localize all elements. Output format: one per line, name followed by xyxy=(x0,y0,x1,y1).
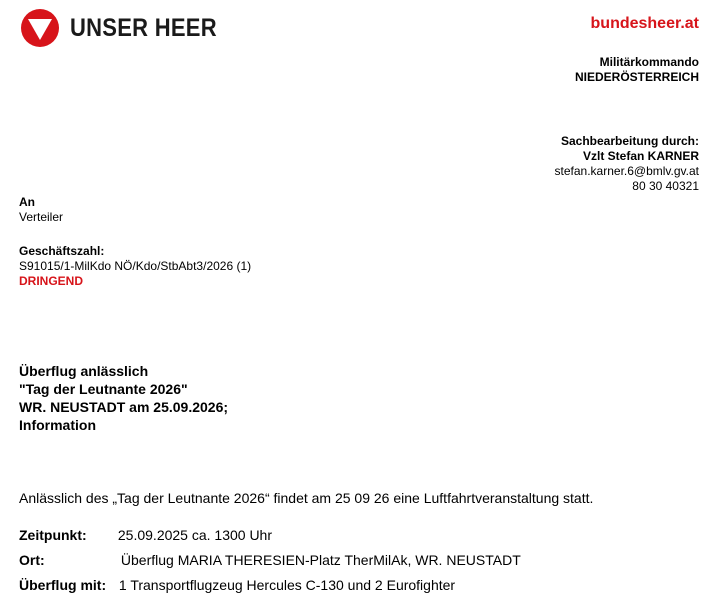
detail-label: Zeitpunkt: xyxy=(19,527,87,543)
brand-logo xyxy=(20,8,237,48)
subject-line-1: Überflug anlässlich xyxy=(19,363,149,379)
unit-line-2: NIEDERÖSTERREICH xyxy=(574,70,699,84)
clerk-name: Vzlt Stefan KARNER xyxy=(582,149,699,163)
subject-line-4: Information xyxy=(19,417,96,433)
detail-label: Überflug mit: xyxy=(19,577,107,593)
issuing-unit xyxy=(575,55,699,85)
reference-label: Geschäftszahl: xyxy=(19,244,105,258)
clerk-label: Sachbearbeitung durch: xyxy=(560,134,699,148)
detail-value: Überflug MARIA THERESIEN-Platz TherMilAk, WR. NEUSTADT xyxy=(120,552,521,568)
subject-block xyxy=(19,362,228,434)
clerk-phone: 80 30 40321 xyxy=(632,179,699,193)
reference-value: S91015/1-MilKdo NÖ/Kdo/StbAbt3/2026 (1) xyxy=(19,259,252,273)
detail-row-location xyxy=(19,552,521,568)
recipient-block xyxy=(19,195,63,225)
logo-text: UNSER HEER xyxy=(70,13,217,42)
priority-badge: DRINGEND xyxy=(19,274,84,288)
reference-block xyxy=(19,244,251,289)
bundesheer-triangle-logo-icon xyxy=(20,8,60,48)
website-link[interactable]: bundesheer.at xyxy=(590,15,699,32)
detail-value: 25.09.2025 ca. 1300 Uhr xyxy=(117,527,273,543)
recipient-value: Verteiler xyxy=(19,210,64,224)
unit-line-1: Militärkommando xyxy=(599,55,699,69)
body-intro: Anlässlich des „Tag der Leutnante 2026“ findet am 25 09 26 eine Luftfahrtveranstaltung statt. xyxy=(19,490,594,506)
detail-label: Ort: xyxy=(19,552,45,568)
detail-row-aircraft xyxy=(19,577,455,593)
subject-line-2: "Tag der Leutnante 2026" xyxy=(19,381,188,397)
recipient-label: An xyxy=(19,195,35,209)
clerk-email[interactable]: stefan.karner.6@bmlv.gv.at xyxy=(554,164,699,178)
subject-line-3: WR. NEUSTADT am 25.09.2026; xyxy=(19,399,229,415)
clerk-block xyxy=(555,134,699,194)
detail-row-time xyxy=(19,527,272,543)
detail-value: 1 Transportflugzeug Hercules C-130 und 2 Eurofighter xyxy=(118,577,456,593)
